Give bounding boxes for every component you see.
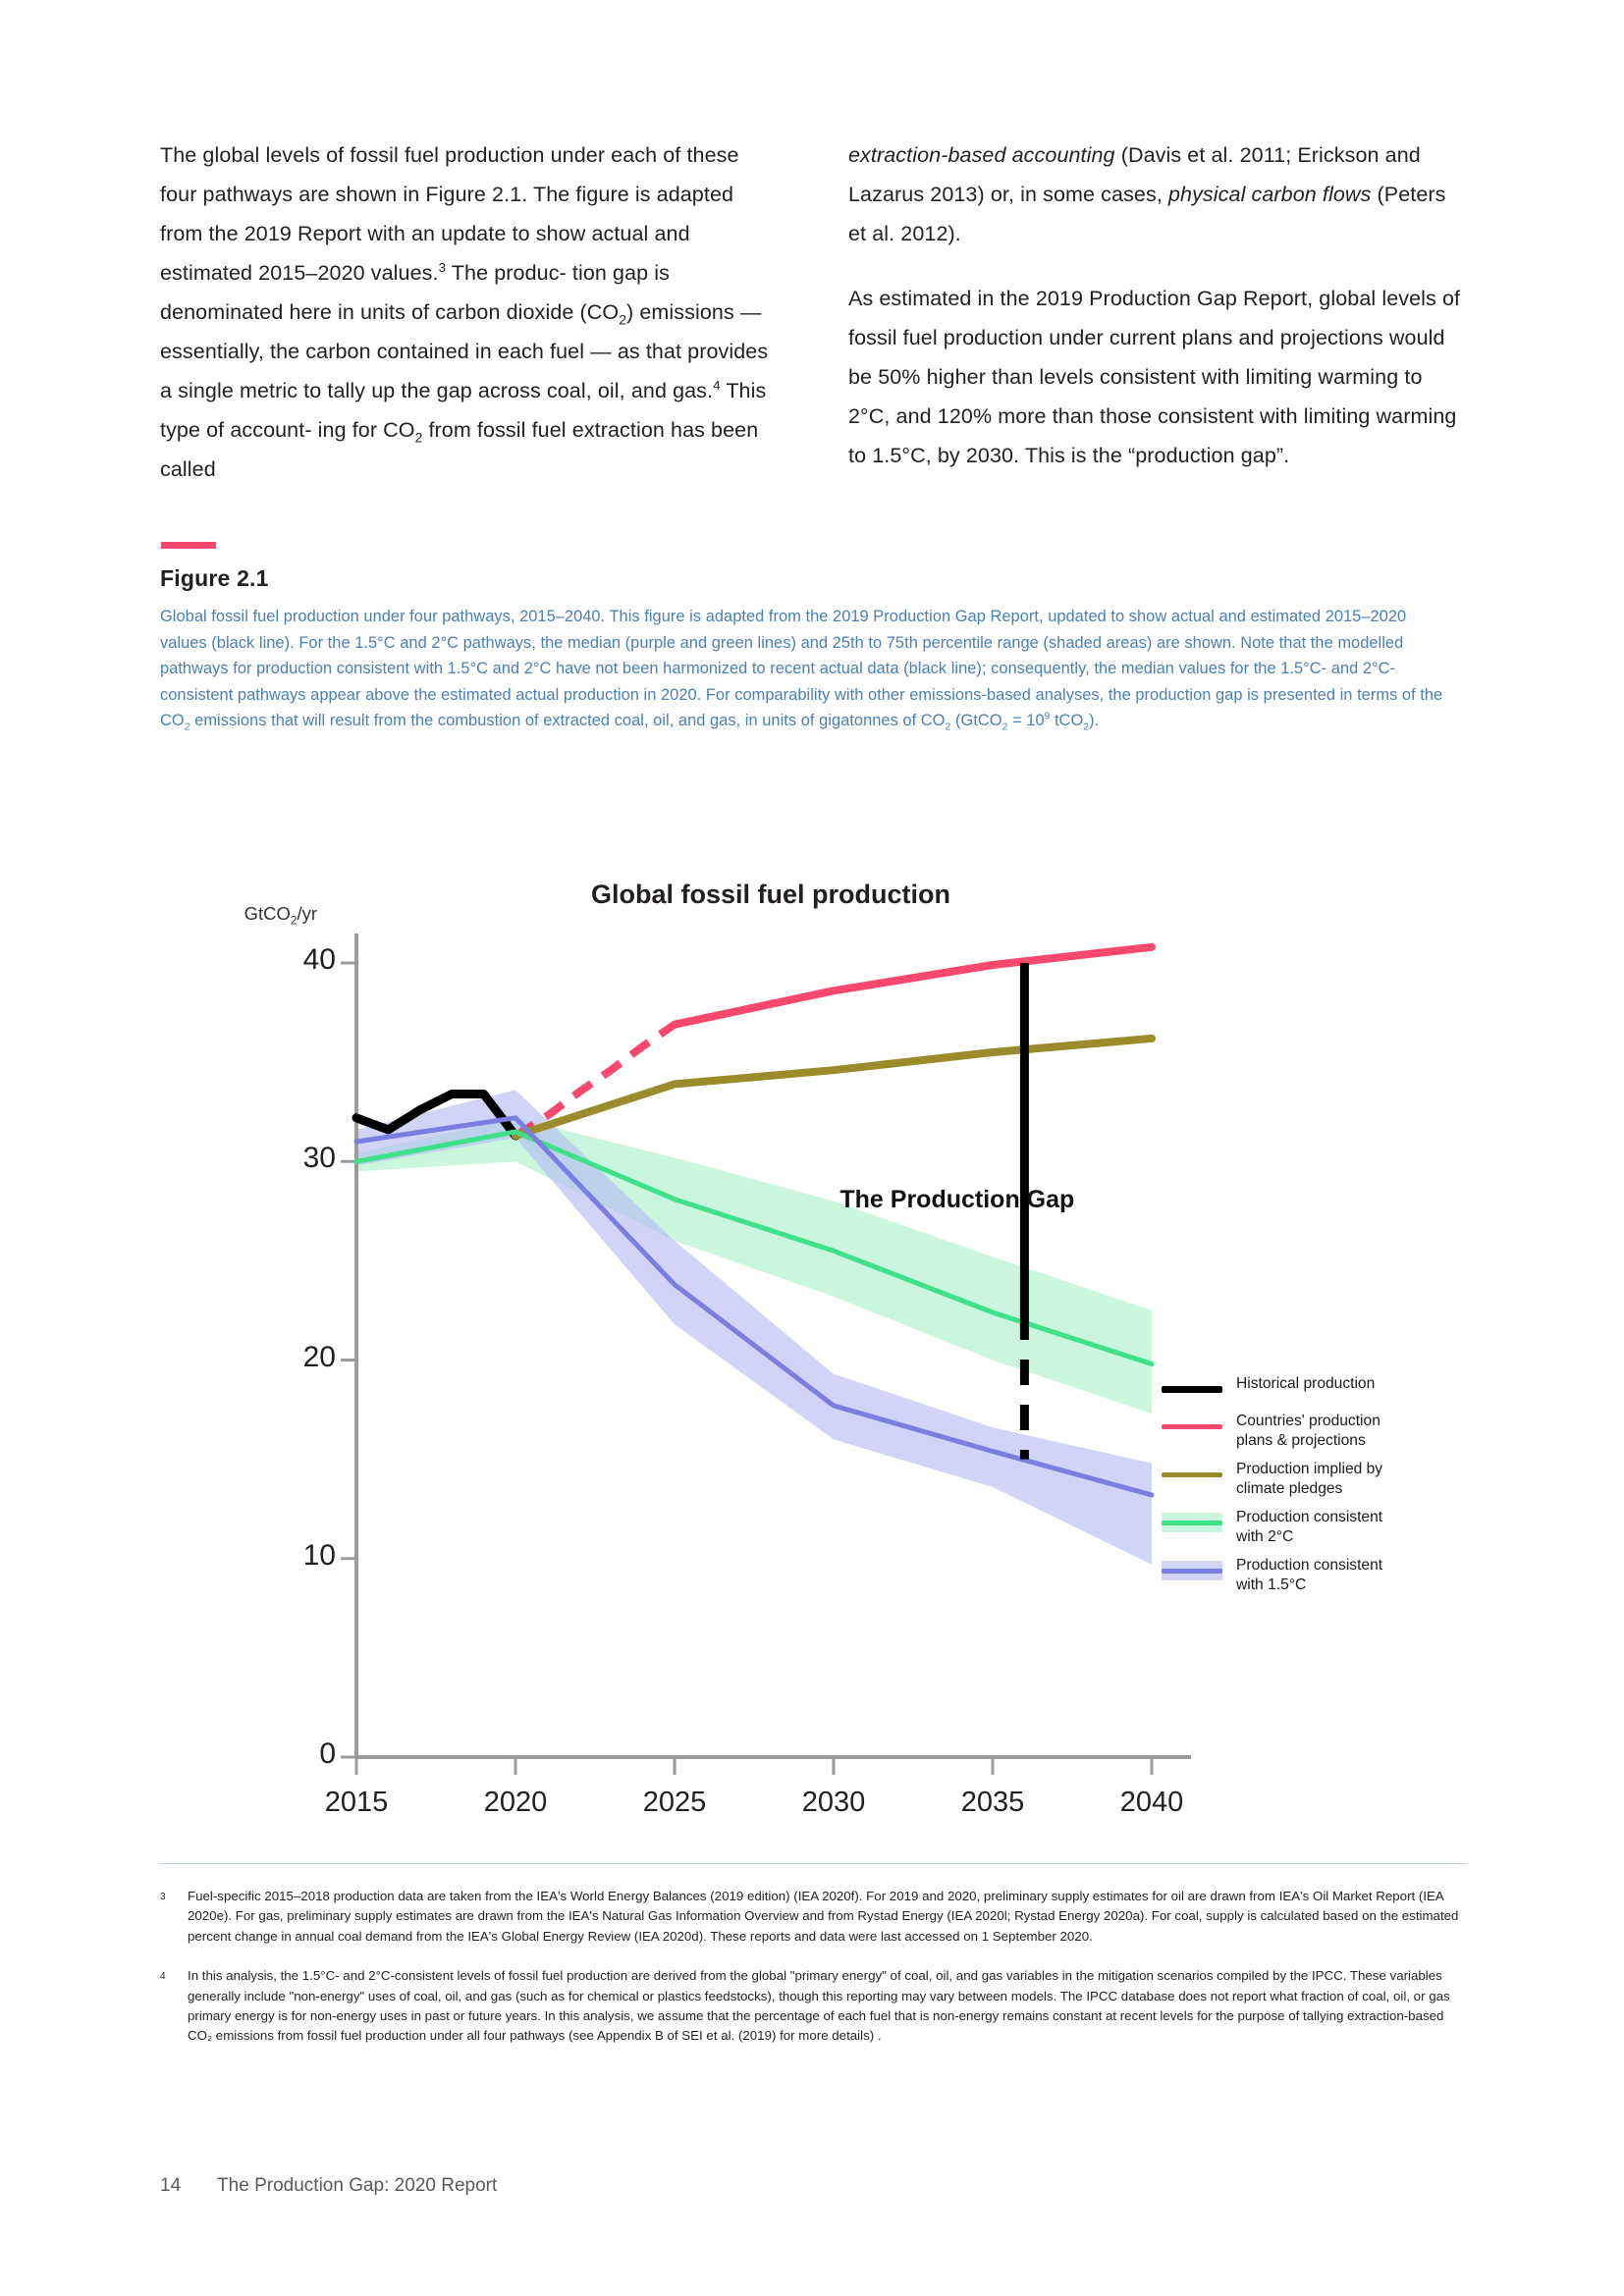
chart-legend	[1162, 1374, 1456, 1604]
production-gap-annotation-label: The Production Gap	[839, 1185, 1075, 1213]
left-column	[160, 135, 777, 489]
page-number: 14	[160, 2175, 182, 2196]
legend-swatch-icon	[1162, 1510, 1222, 1535]
y-axis-unit-label: GtCO$_2$/yr	[244, 903, 317, 928]
legend-item[interactable]	[1162, 1460, 1456, 1498]
footnote-text: Fuel-specific 2015–2018 production data are taken from the IEA's World Energy Balances (2019 edition) (IEA 2020f). For 2019 and 2020, preliminary supply estimates for oil are drawn from IEA's Oil Market Report (IEA 2020e). For gas, preliminary supply estimates are drawn from the IEA's Natural Gas Information Overview and from Rystad Energy (IEA 2020l; Rystad Energy 2020a). For coal, supply is calculated based on the estimated percent change in annual coal demand from the IEA's Global Energy Review (IEA 2020d). These reports and data were last accessed on 1 September 2020.	[188, 1889, 1459, 1944]
footnote-marker: 3	[160, 1892, 166, 1902]
chart-plot-svg	[160, 864, 1466, 1865]
x-axis-tick-label: 2030	[801, 1787, 866, 1818]
footnote-item	[160, 1966, 1471, 2047]
y-axis-tick-label: 0	[319, 1737, 336, 1770]
figure-caption: Global fossil fuel production under four pathways, 2015–2040. This figure is adapted from the 2019 Production Gap Report, updated to show actual and estimated 2015–2020 values (black line). For the 1.5°C and 2°C pathways, the median (purple and green lines) and 25th to 75th percentile range (shaded areas) are shown. Note that the modelled pathways for production consistent with 1.5°C and 2°C have not been harmonized to recent actual data (black line); consequently, the median values for the 1.5°C- and 2°C-consistent pathways appear above the estimated actual production in 2020. For comparability with other emissions-based analyses, the production gap is presented in terms of the $CO_2$ emissions that will result from the combustion of extracted coal, oil, and gas, in units of gigatonnes of $CO_2$ (GtCO$_2$ = $10^9$ tCO$_2$).	[160, 608, 1443, 733]
x-axis-tick-label: 2035	[960, 1787, 1025, 1818]
paragraph-right-2: As estimated in the 2019 Production Gap Report, global levels of fossil fuel production under current plans and projections would be 50% higher than levels consistent with limiting warming to 2°C, and 120% more than those consistent with limiting warming to 1.5°C, by 2030. This is the “production gap”.	[848, 287, 1461, 467]
y-axis-tick-label: 20	[302, 1340, 336, 1373]
y-axis-tick-label: 10	[302, 1538, 336, 1572]
legend-swatch-icon	[1162, 1376, 1222, 1402]
legend-swatch-icon	[1162, 1462, 1222, 1487]
x-axis-tick-label: 2015	[324, 1787, 389, 1818]
x-axis-tick-label: 2040	[1119, 1787, 1184, 1818]
legend-swatch-icon	[1162, 1414, 1222, 1439]
footer-document-title: The Production Gap: 2020 Report	[217, 2175, 498, 2196]
legend-item-label: Production consistent with 1.5°C	[1236, 1557, 1383, 1593]
y-axis-tick-label: 30	[302, 1142, 336, 1175]
x-axis-tick-label: 2020	[483, 1787, 548, 1818]
legend-item-label: Production consistent with 2°C	[1236, 1509, 1383, 1545]
page-footer	[160, 2175, 497, 2197]
legend-swatch-icon	[1162, 1558, 1222, 1583]
legend-item[interactable]	[1162, 1508, 1456, 1546]
paragraph-right-1: extraction-based accounting (Davis et al. 2011; Erickson and Lazarus 2013) or, in some cases, physical carbon flows (Peters et al. 2012).	[848, 143, 1446, 245]
paragraph-left-1: The global levels of fossil fuel production under each of these four pathways are shown in Figure 2.1. The figure is adapted from the 2019 Report with an update to show actual and estimated 2015–2020 values.$^3$ The produc‑ tion gap is denominated here in units of carbon dioxide $(CO_2)$ emissions — essentially, the carbon contained in each fuel — as that provides a single metric to tally up the gap across coal, oil, and gas.$^4$ This type of account‑ ing for $CO_2$ from fossil fuel extraction has been called	[160, 143, 769, 481]
figure-chart	[160, 864, 1466, 1865]
footnotes	[160, 1887, 1471, 2066]
legend-item-label: Countries' production plans & projections	[1236, 1413, 1380, 1449]
body-columns	[160, 135, 1466, 489]
legend-item[interactable]	[1162, 1374, 1456, 1402]
footnote-divider	[160, 1863, 1466, 1864]
legend-item-label: Historical production	[1236, 1375, 1376, 1392]
legend-item[interactable]	[1162, 1556, 1456, 1594]
footnote-item	[160, 1887, 1471, 1947]
footnote-text: In this analysis, the 1.5°C- and 2°C-consistent levels of fossil fuel production are derived from the global "primary energy" of coal, oil, and gas variables in the mitigation scenarios compiled by the IPCC. These variables generally include "non-energy" uses of coal, oil, and gas (such as for chemical or plastics feedstocks), though this reporting may vary between models. The IPCC database does not report what fraction of coal, oil, or gas primary energy is for non-energy uses in past or future years. In this analysis, we assume that the percentage of each fuel that is non-energy remains constant at recent levels for the purpose of tallying extraction-based CO₂ emissions from fossil fuel production under all four pathways (see Appendix B of SEI et al. (2019) for more details) .	[188, 1968, 1450, 2044]
right-column	[848, 135, 1465, 489]
footnote-marker: 4	[160, 1971, 166, 1983]
legend-item[interactable]	[1162, 1412, 1456, 1450]
legend-item-label: Production implied by climate pledges	[1236, 1461, 1383, 1497]
figure-accent-rule	[161, 542, 216, 549]
figure-label: Figure 2.1	[160, 565, 269, 591]
x-axis-tick-label: 2025	[642, 1787, 707, 1818]
chart-title: Global fossil fuel production	[590, 880, 950, 909]
y-axis-tick-label: 40	[302, 943, 336, 976]
